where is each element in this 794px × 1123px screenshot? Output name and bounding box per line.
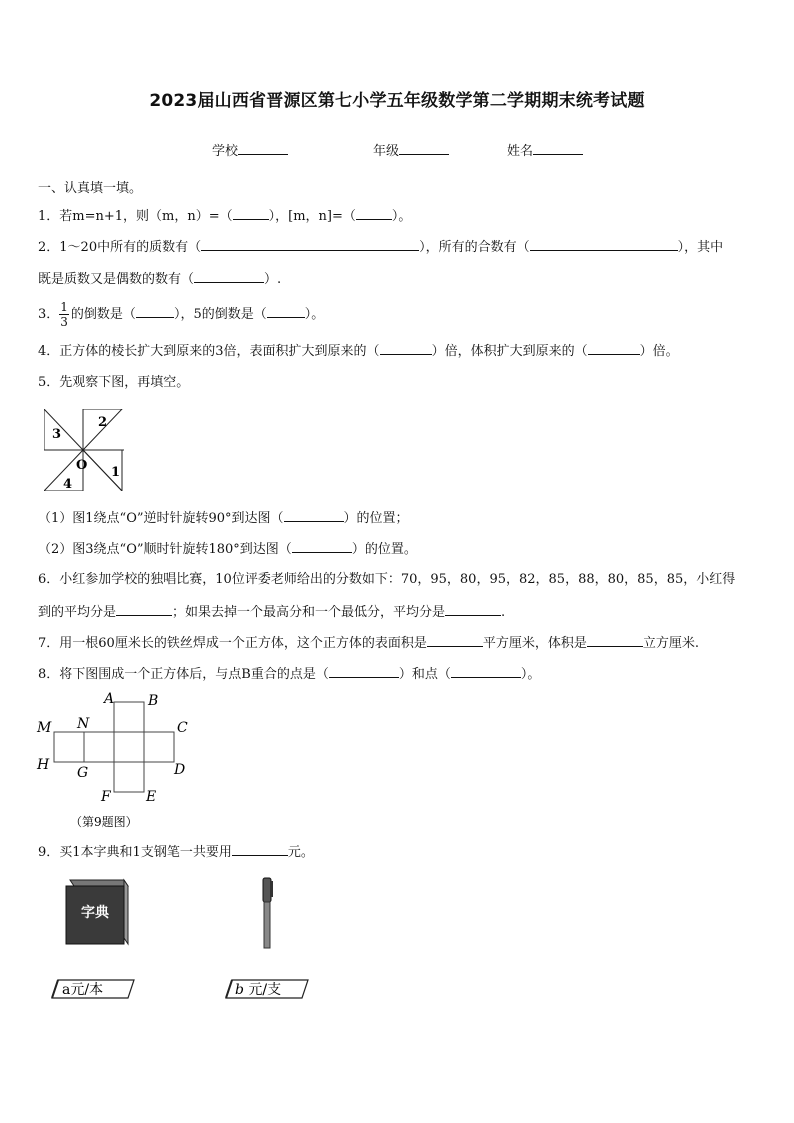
question-number: 5． bbox=[38, 375, 60, 390]
school-blank[interactable] bbox=[238, 141, 288, 155]
answer-blank[interactable] bbox=[136, 304, 174, 318]
fraction-numerator: 1 bbox=[60, 300, 68, 314]
question-text: ）。 bbox=[304, 307, 325, 322]
question-1 bbox=[38, 206, 411, 227]
price-pen-unit: 元/支 bbox=[243, 982, 282, 998]
cube-net-figure bbox=[34, 690, 204, 830]
answer-blank[interactable] bbox=[356, 206, 392, 220]
point-h: H bbox=[37, 757, 50, 773]
answer-blank[interactable] bbox=[451, 664, 521, 678]
price-tag-book bbox=[50, 978, 138, 1002]
fraction bbox=[59, 300, 69, 329]
question-number: 1． bbox=[38, 209, 60, 224]
question-8 bbox=[38, 664, 540, 685]
figure-label-1: 1 bbox=[111, 465, 121, 480]
question-text: 买1本字典和1支钢笔一共要用 bbox=[59, 845, 232, 860]
question-text: 元。 bbox=[287, 845, 314, 860]
question-6 bbox=[38, 570, 735, 590]
answer-blank[interactable] bbox=[530, 237, 678, 251]
answer-blank[interactable] bbox=[292, 539, 352, 553]
grade-label: 年级 bbox=[373, 144, 400, 159]
question-text: 既是质数又是偶数的数有（ bbox=[38, 272, 195, 287]
price-tag-pen bbox=[224, 978, 312, 1002]
question-text: 小红参加学校的独唱比赛，10位评委老师给出的分数如下：70，95，80，95，82，85，88，80，85，85，小红得 bbox=[59, 572, 736, 587]
school-field bbox=[212, 140, 288, 159]
question-text: ）倍。 bbox=[639, 344, 679, 359]
point-d: D bbox=[174, 762, 186, 778]
answer-blank[interactable] bbox=[201, 237, 419, 251]
name-label: 姓名 bbox=[507, 144, 534, 159]
question-7 bbox=[38, 633, 699, 654]
question-text: 若m=n+1，则（m，n）=（ bbox=[59, 209, 233, 224]
answer-blank[interactable] bbox=[232, 842, 288, 856]
figure-caption: （第9题图） bbox=[70, 815, 138, 829]
question-text: ）. bbox=[264, 272, 282, 287]
answer-blank[interactable] bbox=[267, 304, 305, 318]
question-text: 立方厘米. bbox=[642, 636, 699, 651]
school-label: 学校 bbox=[212, 144, 239, 159]
section-heading: 一、认真填一填。 bbox=[38, 181, 143, 196]
question-text: ），[m，n]=（ bbox=[268, 209, 356, 224]
question-text: 正方体的棱长扩大到原来的3倍，表面积扩大到原来的（ bbox=[59, 344, 380, 359]
dictionary-icon bbox=[64, 878, 130, 948]
point-g: G bbox=[77, 765, 89, 781]
answer-blank[interactable] bbox=[284, 508, 344, 522]
question-text: ）的位置。 bbox=[351, 542, 417, 557]
answer-blank[interactable] bbox=[116, 602, 172, 616]
point-f: F bbox=[101, 789, 111, 805]
question-number: 7． bbox=[38, 636, 60, 651]
answer-blank[interactable] bbox=[380, 341, 432, 355]
figure-label-4: 4 bbox=[63, 477, 73, 491]
answer-blank[interactable] bbox=[445, 602, 501, 616]
fraction-denominator: 3 bbox=[60, 315, 68, 329]
pen-icon bbox=[258, 876, 276, 950]
question-text: 的倒数是（ bbox=[70, 307, 136, 322]
answer-blank[interactable] bbox=[427, 633, 483, 647]
question-4 bbox=[38, 341, 679, 362]
question-3 bbox=[38, 296, 324, 334]
question-number: 2． bbox=[38, 240, 60, 255]
name-blank[interactable] bbox=[533, 141, 583, 155]
question-text: （1）图1绕点“O”逆时针旋转90°到达图（ bbox=[38, 511, 284, 526]
price-book-label: a元/本 bbox=[62, 982, 104, 998]
answer-blank[interactable] bbox=[233, 206, 269, 220]
question-text: （2）图3绕点“O”顺时针旋转180°到达图（ bbox=[38, 542, 292, 557]
grade-blank[interactable] bbox=[399, 141, 449, 155]
question-2 bbox=[38, 237, 723, 258]
figure-label-3: 3 bbox=[52, 427, 62, 442]
question-text: ）倍，体积扩大到原来的（ bbox=[431, 344, 588, 359]
question-text: ；如果去掉一个最高分和一个最低分，平均分是 bbox=[172, 605, 446, 620]
answer-blank[interactable] bbox=[588, 341, 640, 355]
point-m: M bbox=[37, 720, 52, 736]
question-6-line2 bbox=[38, 602, 505, 623]
question-number: 6． bbox=[38, 572, 60, 587]
question-5 bbox=[38, 373, 189, 393]
pinwheel-figure bbox=[44, 409, 124, 491]
question-5-sub1 bbox=[38, 508, 409, 529]
name-field bbox=[507, 140, 583, 159]
answer-blank[interactable] bbox=[587, 633, 643, 647]
point-a: A bbox=[104, 691, 115, 707]
question-text: 用一根60厘米长的铁丝焊成一个正方体，这个正方体的表面积是 bbox=[59, 636, 427, 651]
page-title: 2023届山西省晋源区第七小学五年级数学第二学期期末统考试题 bbox=[149, 91, 645, 111]
price-pen-var: b bbox=[235, 982, 244, 998]
question-9 bbox=[38, 842, 314, 863]
question-number: 8． bbox=[38, 667, 60, 682]
question-text: ），所有的合数有（ bbox=[419, 240, 530, 255]
answer-blank[interactable] bbox=[194, 269, 264, 283]
question-number: 9． bbox=[38, 845, 60, 860]
price-pen-label bbox=[235, 981, 281, 998]
point-c: C bbox=[177, 720, 188, 736]
question-number: 4． bbox=[38, 344, 60, 359]
question-text: 平方厘米，体积是 bbox=[482, 636, 587, 651]
point-n: N bbox=[77, 716, 90, 732]
figure-label-2: 2 bbox=[98, 415, 108, 430]
question-text: ），5的倒数是（ bbox=[173, 307, 267, 322]
point-b: B bbox=[148, 693, 159, 709]
question-text: 到的平均分是 bbox=[38, 605, 117, 620]
figure-center-o: O bbox=[76, 458, 88, 473]
question-text: ）。 bbox=[391, 209, 412, 224]
question-text: 1～20中所有的质数有（ bbox=[59, 240, 202, 255]
question-2-line2 bbox=[38, 269, 281, 290]
question-text: ）和点（ bbox=[398, 667, 451, 682]
grade-field bbox=[373, 140, 449, 159]
question-text: ），其中 bbox=[677, 240, 724, 255]
question-number: 3． bbox=[38, 307, 60, 322]
question-text: ）。 bbox=[520, 667, 541, 682]
question-text: ）的位置； bbox=[343, 511, 409, 526]
question-text: 先观察下图，再填空。 bbox=[59, 375, 190, 390]
point-e: E bbox=[146, 789, 157, 805]
question-text: . bbox=[501, 605, 506, 620]
answer-blank[interactable] bbox=[329, 664, 399, 678]
question-5-sub2 bbox=[38, 539, 417, 560]
dictionary-title: 字典 bbox=[81, 905, 109, 921]
question-text: 将下图围成一个正方体后，与点B重合的点是（ bbox=[59, 667, 329, 682]
